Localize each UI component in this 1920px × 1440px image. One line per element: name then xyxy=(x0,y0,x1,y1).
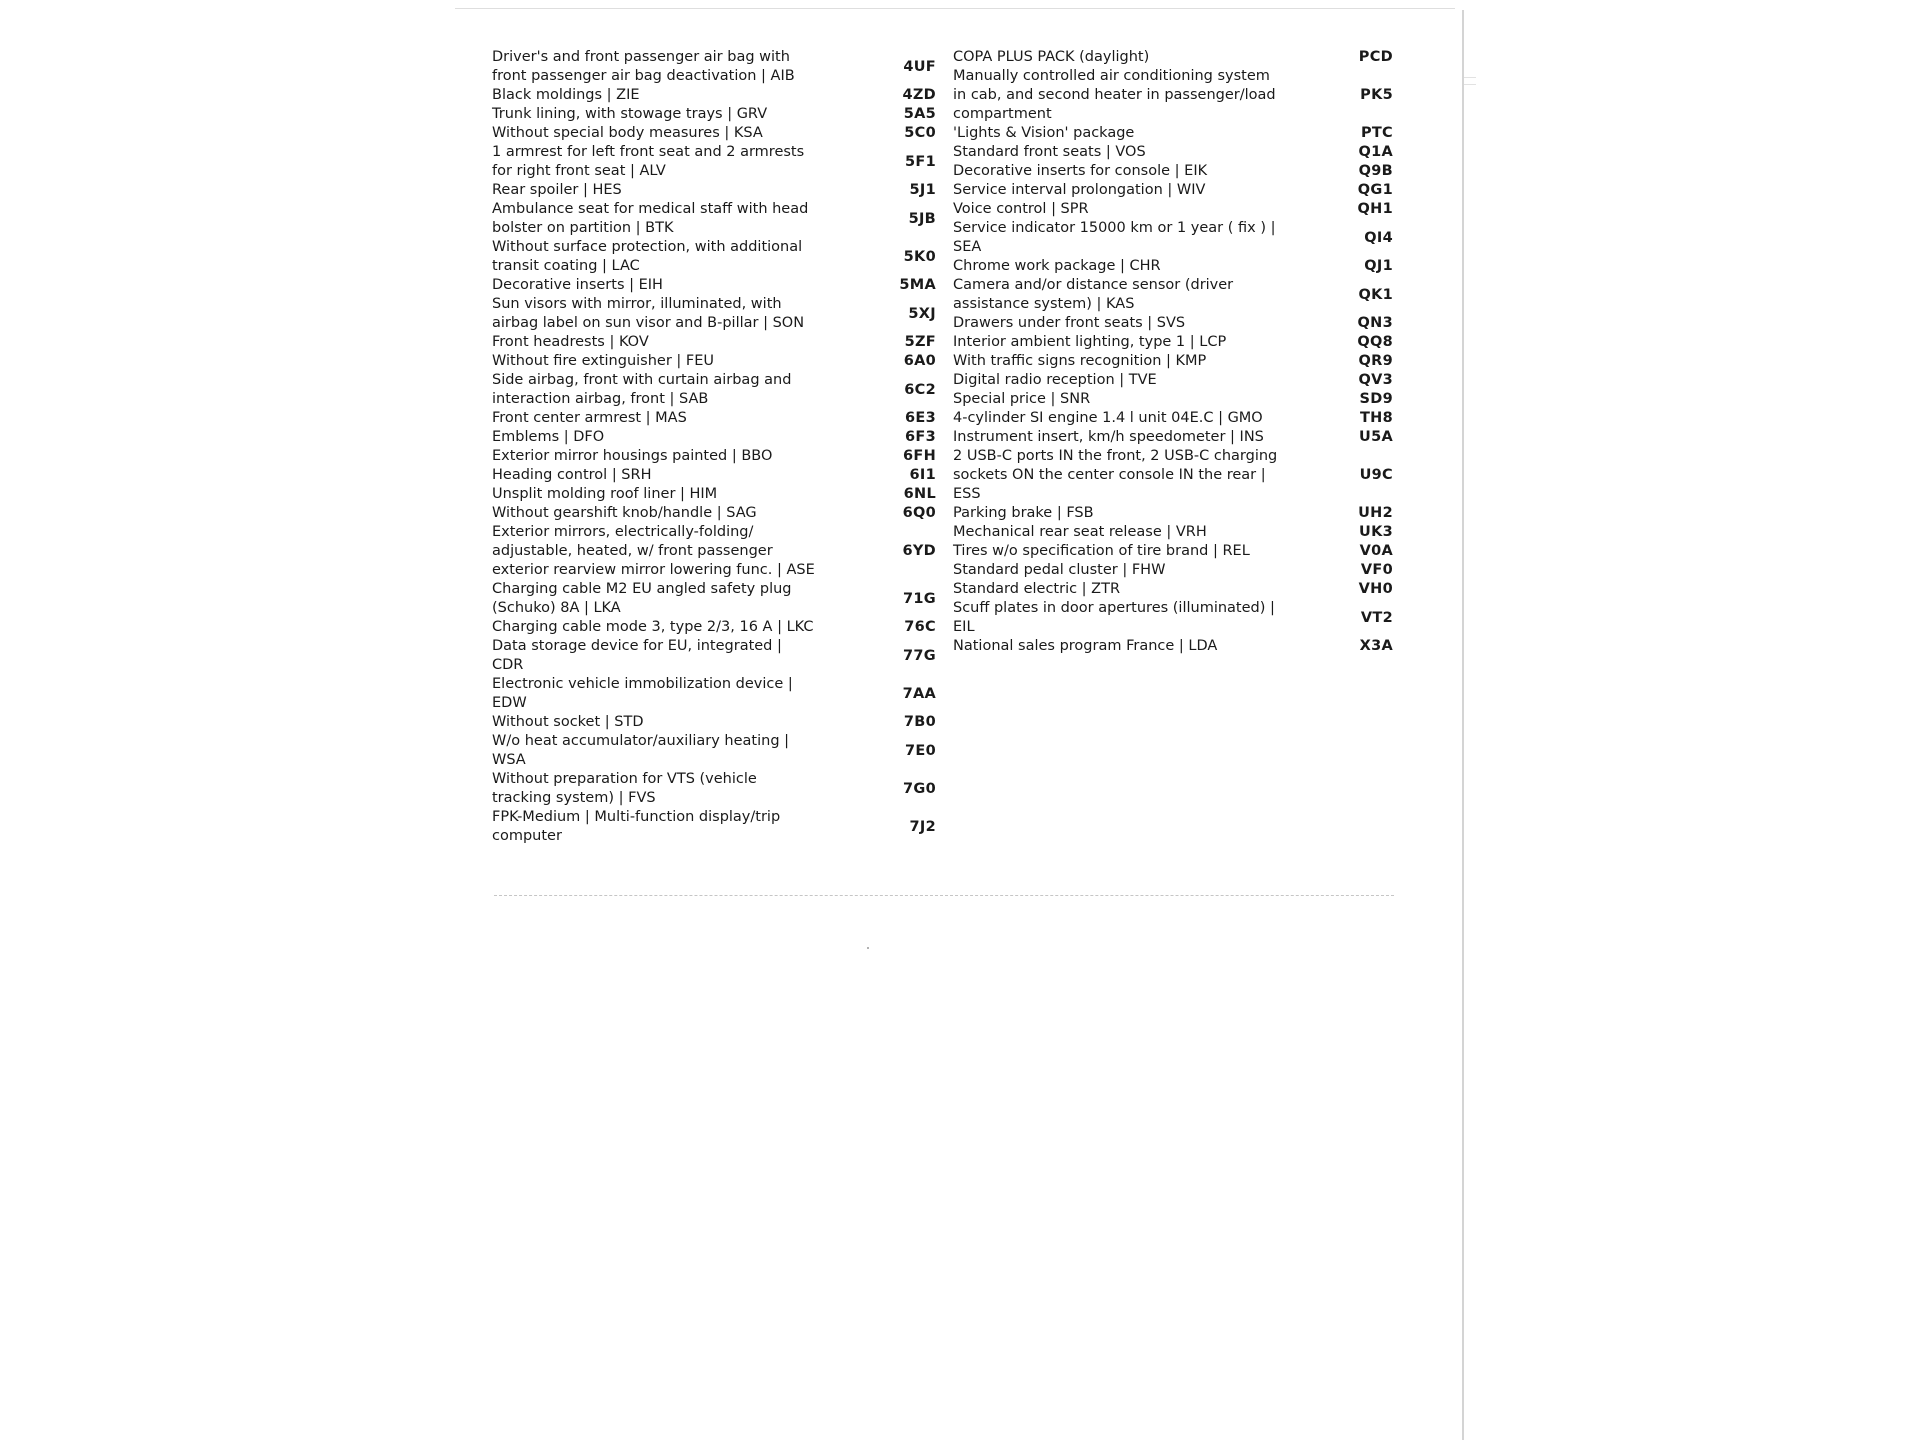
equipment-row xyxy=(953,314,1393,333)
equipment-code: 6E3 xyxy=(905,410,936,426)
equipment-description: Chrome work package | CHR xyxy=(953,258,1161,274)
equipment-code: QR9 xyxy=(1358,353,1393,369)
equipment-description: With traffic signs recognition | KMP xyxy=(953,353,1207,369)
equipment-code: Q1A xyxy=(1358,144,1393,160)
equipment-code: QH1 xyxy=(1357,201,1393,217)
equipment-code: 5J1 xyxy=(909,182,936,198)
equipment-row xyxy=(492,333,936,352)
equipment-description: Ambulance seat for medical staff with head bolster on partition | BTK xyxy=(492,201,809,236)
equipment-code: U9C xyxy=(1359,467,1393,483)
equipment-row xyxy=(492,105,936,124)
equipment-code: 71G xyxy=(903,590,936,607)
equipment-code: 6NL xyxy=(903,486,936,502)
equipment-row xyxy=(492,485,936,504)
equipment-row xyxy=(953,409,1393,428)
equipment-code: 4UF xyxy=(903,58,936,75)
equipment-row xyxy=(492,86,936,105)
equipment-description: Sun visors with mirror, illuminated, with airbag label on sun visor and B-pillar | SON xyxy=(492,296,805,331)
equipment-description: Driver's and front passenger air bag with front passenger air bag deactivation | AIB xyxy=(492,49,795,84)
equipment-code: QI4 xyxy=(1364,229,1393,246)
equipment-row xyxy=(953,257,1393,276)
equipment-description: COPA PLUS PACK (daylight) xyxy=(953,49,1150,65)
equipment-description: Service interval prolongation | WIV xyxy=(953,182,1206,198)
equipment-code: VH0 xyxy=(1358,581,1393,597)
equipment-row xyxy=(953,124,1393,143)
equipment-row xyxy=(492,352,936,371)
equipment-code: 5K0 xyxy=(903,248,936,265)
equipment-description: Mechanical rear seat release | VRH xyxy=(953,524,1207,540)
equipment-row xyxy=(953,48,1393,67)
equipment-description: Tires w/o specification of tire brand | REL xyxy=(953,543,1250,559)
equipment-description: Without special body measures | KSA xyxy=(492,125,763,141)
equipment-code: 7AA xyxy=(902,685,936,702)
equipment-description: 1 armrest for left front seat and 2 armrests for right front seat | ALV xyxy=(492,144,805,179)
equipment-description: Standard front seats | VOS xyxy=(953,144,1146,160)
equipment-row xyxy=(953,447,1393,504)
equipment-code: 77G xyxy=(903,647,936,664)
equipment-description: Decorative inserts for console | EIK xyxy=(953,163,1208,179)
equipment-code: QQ8 xyxy=(1357,334,1393,350)
equipment-code: 6C2 xyxy=(904,381,936,398)
equipment-description: Voice control | SPR xyxy=(953,201,1089,217)
equipment-row xyxy=(492,713,936,732)
equipment-code: 7B0 xyxy=(903,714,936,730)
equipment-description: Digital radio reception | TVE xyxy=(953,372,1157,388)
equipment-row xyxy=(953,371,1393,390)
equipment-code: V0A xyxy=(1359,543,1393,559)
equipment-description: Decorative inserts | EIH xyxy=(492,277,663,293)
equipment-description: Camera and/or distance sensor (driver assistance system) | KAS xyxy=(953,277,1234,312)
equipment-description: Manually controlled air conditioning system in cab, and second heater in passenger/load compartment xyxy=(953,68,1276,122)
equipment-row xyxy=(953,162,1393,181)
equipment-code: X3A xyxy=(1359,638,1393,654)
equipment-row xyxy=(953,200,1393,219)
equipment-code: 6Q0 xyxy=(902,505,936,521)
equipment-row xyxy=(492,371,936,409)
equipment-row xyxy=(953,561,1393,580)
equipment-row xyxy=(953,67,1393,124)
equipment-description: Without surface protection, with additional transit coating | LAC xyxy=(492,239,803,274)
equipment-row xyxy=(953,523,1393,542)
equipment-row xyxy=(953,542,1393,561)
equipment-code: 4ZD xyxy=(902,87,936,103)
equipment-row xyxy=(953,143,1393,162)
equipment-code: TH8 xyxy=(1359,410,1393,426)
equipment-code: 6I1 xyxy=(909,467,936,483)
equipment-description: Charging cable M2 EU angled safety plug (Schuko) 8A | LKA xyxy=(492,581,792,616)
equipment-row xyxy=(492,181,936,200)
equipment-description: 2 USB-C ports IN the front, 2 USB-C charging sockets ON the center console IN the rear | ESS xyxy=(953,448,1278,502)
equipment-description: 4-cylinder SI engine 1.4 l unit 04E.C | GMO xyxy=(953,410,1263,426)
equipment-row xyxy=(492,637,936,675)
equipment-description: Side airbag, front with curtain airbag and interaction airbag, front | SAB xyxy=(492,372,792,407)
equipment-description: Special price | SNR xyxy=(953,391,1091,407)
equipment-description: Service indicator 15000 km or 1 year ( fix ) | SEA xyxy=(953,220,1276,255)
equipment-code: 76C xyxy=(904,619,936,635)
equipment-description: Charging cable mode 3, type 2/3, 16 A | LKC xyxy=(492,619,814,635)
equipment-description: Without gearshift knob/handle | SAG xyxy=(492,505,757,521)
equipment-row xyxy=(492,523,936,580)
equipment-code: SD9 xyxy=(1359,391,1393,407)
equipment-code: 7J2 xyxy=(909,818,936,835)
equipment-code: PK5 xyxy=(1360,87,1393,103)
equipment-description: Emblems | DFO xyxy=(492,429,605,445)
equipment-description: Front headrests | KOV xyxy=(492,334,649,350)
equipment-row xyxy=(492,675,936,713)
equipment-code: 5A5 xyxy=(903,106,936,122)
equipment-code: 5XJ xyxy=(908,305,936,322)
equipment-row xyxy=(492,409,936,428)
equipment-row xyxy=(953,599,1393,637)
equipment-row xyxy=(953,428,1393,447)
equipment-code: U5A xyxy=(1359,429,1393,445)
section-divider xyxy=(494,895,1394,896)
equipment-code: 5F1 xyxy=(905,153,936,170)
equipment-code: 5ZF xyxy=(904,334,936,350)
equipment-code: UH2 xyxy=(1358,505,1393,521)
equipment-code: 6FH xyxy=(902,448,936,464)
equipment-description: Without preparation for VTS (vehicle tracking system) | FVS xyxy=(492,771,757,806)
equipment-code: PTC xyxy=(1360,125,1393,141)
equipment-row xyxy=(492,295,936,333)
equipment-code: VF0 xyxy=(1360,562,1393,578)
equipment-list-left xyxy=(492,48,936,846)
equipment-code: 7G0 xyxy=(903,780,936,797)
equipment-description: Without fire extinguisher | FEU xyxy=(492,353,715,369)
equipment-row xyxy=(492,580,936,618)
equipment-row xyxy=(953,580,1393,599)
equipment-code: 7E0 xyxy=(905,742,936,759)
equipment-row xyxy=(492,48,936,86)
equipment-row xyxy=(492,770,936,808)
equipment-row xyxy=(492,276,936,295)
equipment-code: 5JB xyxy=(908,210,936,227)
equipment-code: QG1 xyxy=(1357,182,1393,198)
equipment-description: Interior ambient lighting, type 1 | LCP xyxy=(953,334,1227,350)
equipment-description: Parking brake | FSB xyxy=(953,505,1094,521)
equipment-description: Unsplit molding roof liner | HIM xyxy=(492,486,718,502)
equipment-description: 'Lights & Vision' package xyxy=(953,125,1135,141)
equipment-description: Standard electric | ZTR xyxy=(953,581,1121,597)
equipment-row xyxy=(492,428,936,447)
equipment-code: 6YD xyxy=(902,543,936,559)
equipment-description: Without socket | STD xyxy=(492,714,644,730)
scan-speck xyxy=(867,947,869,949)
equipment-description: Black moldings | ZIE xyxy=(492,87,640,103)
equipment-description: Data storage device for EU, integrated | CDR xyxy=(492,638,782,673)
equipment-description: FPK-Medium | Multi-function display/trip computer xyxy=(492,809,781,844)
equipment-code: QN3 xyxy=(1357,315,1393,331)
equipment-description: Electronic vehicle immobilization device | EDW xyxy=(492,676,793,711)
scan-mark xyxy=(1464,84,1476,85)
equipment-row xyxy=(953,333,1393,352)
equipment-code: QV3 xyxy=(1358,372,1393,388)
equipment-description: National sales program France | LDA xyxy=(953,638,1218,654)
equipment-row xyxy=(492,238,936,276)
equipment-code: 5MA xyxy=(899,277,936,293)
equipment-description: Drawers under front seats | SVS xyxy=(953,315,1186,331)
equipment-code: 5C0 xyxy=(904,125,936,141)
equipment-row xyxy=(492,808,936,846)
equipment-description: Scuff plates in door apertures (illuminated) | EIL xyxy=(953,600,1275,635)
equipment-code: QJ1 xyxy=(1364,258,1393,274)
equipment-row xyxy=(953,276,1393,314)
equipment-code: PCD xyxy=(1358,49,1393,65)
equipment-row xyxy=(492,124,936,143)
equipment-description: Trunk lining, with stowage trays | GRV xyxy=(492,106,768,122)
scan-top-edge xyxy=(455,8,1455,9)
equipment-description: Standard pedal cluster | FHW xyxy=(953,562,1166,578)
equipment-code: QK1 xyxy=(1358,286,1393,303)
equipment-code: VT2 xyxy=(1360,609,1393,626)
equipment-description: Rear spoiler | HES xyxy=(492,182,622,198)
equipment-list-right xyxy=(953,48,1393,656)
equipment-code: 6F3 xyxy=(905,429,936,445)
equipment-row xyxy=(953,504,1393,523)
equipment-description: Front center armrest | MAS xyxy=(492,410,687,426)
equipment-row xyxy=(492,504,936,523)
equipment-description: Exterior mirror housings painted | BBO xyxy=(492,448,773,464)
scan-right-edge xyxy=(1462,10,1464,1440)
equipment-row xyxy=(953,390,1393,409)
equipment-description: Instrument insert, km/h speedometer | INS xyxy=(953,429,1264,445)
equipment-row xyxy=(492,447,936,466)
equipment-row xyxy=(953,181,1393,200)
equipment-row xyxy=(953,352,1393,371)
equipment-code: 6A0 xyxy=(903,353,936,369)
equipment-code: Q9B xyxy=(1358,163,1393,179)
equipment-row xyxy=(492,466,936,485)
equipment-row xyxy=(953,219,1393,257)
scan-mark xyxy=(1464,77,1476,78)
equipment-row xyxy=(492,143,936,181)
equipment-row xyxy=(953,637,1393,656)
equipment-row xyxy=(492,732,936,770)
equipment-description: Exterior mirrors, electrically-folding/ adjustable, heated, w/ front passenger exterior rearview mirror lowering func. | ASE xyxy=(492,524,815,578)
equipment-row xyxy=(492,200,936,238)
equipment-row xyxy=(492,618,936,637)
equipment-description: W/o heat accumulator/auxiliary heating | WSA xyxy=(492,733,790,768)
equipment-code: UK3 xyxy=(1359,524,1393,540)
equipment-description: Heading control | SRH xyxy=(492,467,652,483)
